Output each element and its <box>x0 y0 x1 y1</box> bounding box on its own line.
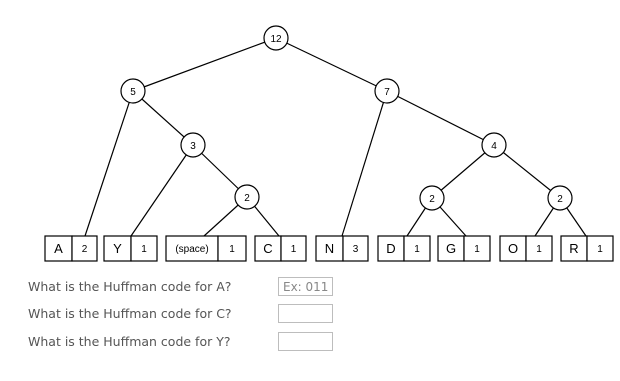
answer-y-input[interactable] <box>278 332 333 351</box>
tree-internal-node-label: 3 <box>190 141 196 152</box>
leaf-char-label: N <box>324 241 335 256</box>
leaf-char-label: R <box>569 241 579 256</box>
leaf-freq-label: 3 <box>352 244 359 255</box>
tree-edge <box>387 91 494 145</box>
question-a-label: What is the Huffman code for A? <box>28 279 232 294</box>
tree-leaf <box>255 236 306 261</box>
tree-leaf <box>166 236 246 261</box>
tree-leaf <box>378 236 430 261</box>
leaf-char-label: Y <box>113 241 122 256</box>
tree-root-node-label: 12 <box>270 34 282 45</box>
tree-edge <box>494 145 560 198</box>
tree-edge <box>342 91 387 236</box>
tree-internal-node-label: 5 <box>130 87 136 98</box>
tree-internal-node-label: 7 <box>384 87 390 98</box>
leaf-freq-label: 2 <box>81 244 88 255</box>
leaf-freq-label: 1 <box>474 244 480 255</box>
tree-internal-node-label: 2 <box>244 193 250 204</box>
leaf-char-label: A <box>54 241 63 256</box>
tree-leaf <box>45 236 97 261</box>
leaf-char-label: C <box>263 241 273 256</box>
leaf-freq-label: 1 <box>290 244 297 255</box>
tree-internal-node-label: 4 <box>491 141 497 152</box>
leaf-freq-label: 1 <box>536 244 542 255</box>
tree-edge <box>276 38 387 91</box>
answer-a-input[interactable] <box>278 277 333 296</box>
leaf-char-label: D <box>386 241 396 256</box>
tree-leaf <box>561 236 613 261</box>
tree-edge <box>133 38 276 91</box>
leaf-freq-label: 1 <box>141 244 147 255</box>
leaf-freq-label: 1 <box>229 244 235 255</box>
tree-leaf <box>104 236 157 261</box>
leaf-char-label: (space) <box>175 244 209 255</box>
tree-internal-node-label: 2 <box>557 194 563 205</box>
tree-edge <box>85 91 133 236</box>
tree-leaf <box>316 236 368 261</box>
leaf-char-label: G <box>445 241 457 256</box>
tree-edge <box>131 145 193 236</box>
leaf-freq-label: 1 <box>414 244 420 255</box>
tree-leaf <box>500 236 552 261</box>
answer-c-input[interactable] <box>278 304 333 323</box>
leaf-char-label: O <box>507 241 519 256</box>
tree-internal-node-label: 2 <box>429 194 435 205</box>
leaf-freq-label: 1 <box>597 244 603 255</box>
tree-leaf <box>438 236 490 261</box>
question-c-label: What is the Huffman code for C? <box>28 306 232 321</box>
question-y-label: What is the Huffman code for Y? <box>28 334 231 349</box>
